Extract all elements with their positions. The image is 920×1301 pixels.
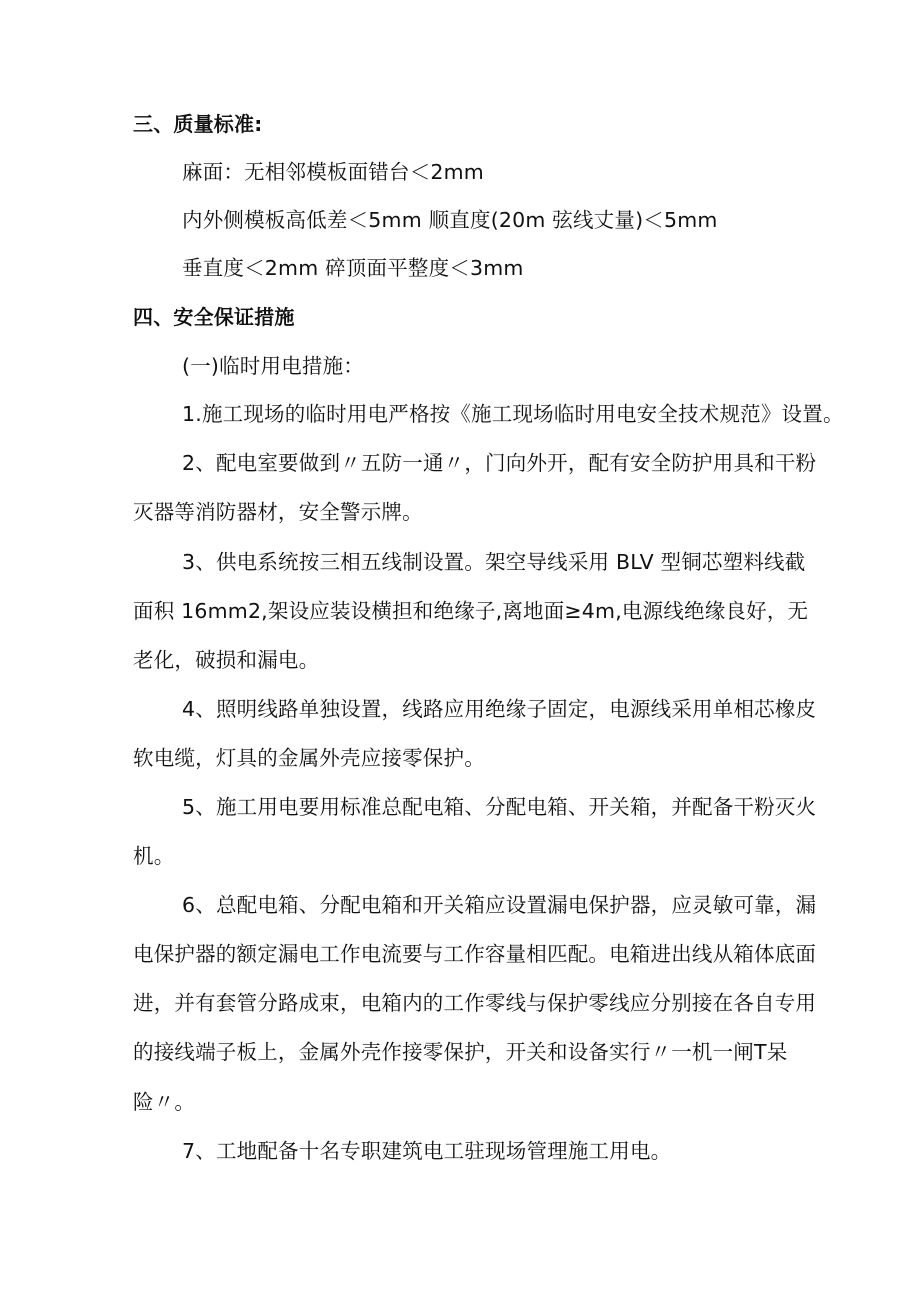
item-6-line-5: 险〃。: [133, 1090, 196, 1114]
item-6-line-3: 进，并有套管分路成束，电箱内的工作零线与保护零线应分别接在各自专用: [133, 991, 817, 1015]
item-3-line-3: 老化，破损和漏电。: [133, 648, 320, 672]
item-5-line-2: 机。: [133, 844, 175, 868]
item-6-line-1: 6、总配电箱、分配电箱和开关箱应设置漏电保护器，应灵敏可靠，漏: [182, 893, 817, 917]
item-7-line-1: 7、工地配备十名专职建筑电工驻现场管理施工用电。: [182, 1139, 672, 1163]
item-2-line-1: 2、配电室要做到〃五防一通〃，门向外开，配有安全防护用具和干粉: [182, 451, 817, 475]
item-3-line-2: 面积 16mm2,架设应装设横担和绝缘子,离地面≥4m,电源线绝缘良好，无: [133, 599, 809, 623]
item-2-line-2: 灭器等消防器材，安全警示牌。: [133, 500, 423, 524]
section-3-heading: 三、质量标准:: [133, 112, 263, 136]
quality-line-1: 麻面：无相邻模板面错台＜2mm: [182, 160, 484, 184]
item-5-line-1: 5、施工用电要用标准总配电箱、分配电箱、开关箱，并配备干粉灭火: [182, 795, 817, 819]
item-4-line-2: 软电缆，灯具的金属外壳应接零保护。: [133, 746, 485, 770]
quality-line-3: 垂直度＜2mm 碎顶面平整度＜3mm: [182, 256, 524, 280]
item-4-line-1: 4、照明线路单独设置，线路应用绝缘子固定，电源线采用单相芯橡皮: [182, 697, 817, 721]
item-6-line-4: 的接线端子板上，金属外壳作接零保护，开关和设备实行〃一机一闸T呆: [133, 1040, 788, 1064]
item-1-line-1: 1.施工现场的临时用电严格按《施工现场临时用电安全技术规范》设置。: [182, 402, 844, 426]
item-6-line-2: 电保护器的额定漏电工作电流要与工作容量相匹配。电箱进出线从箱体底面: [133, 942, 817, 966]
section-4-heading: 四、安全保证措施: [133, 305, 295, 329]
item-3-line-1: 3、供电系统按三相五线制设置。架空导线采用 BLV 型铜芯塑料线截: [182, 550, 806, 574]
sub-heading-temporary-power: (一)临时用电措施：: [182, 354, 364, 378]
quality-line-2: 内外侧模板高低差＜5mm 顺直度(20m 弦线丈量)＜5mm: [182, 208, 718, 232]
